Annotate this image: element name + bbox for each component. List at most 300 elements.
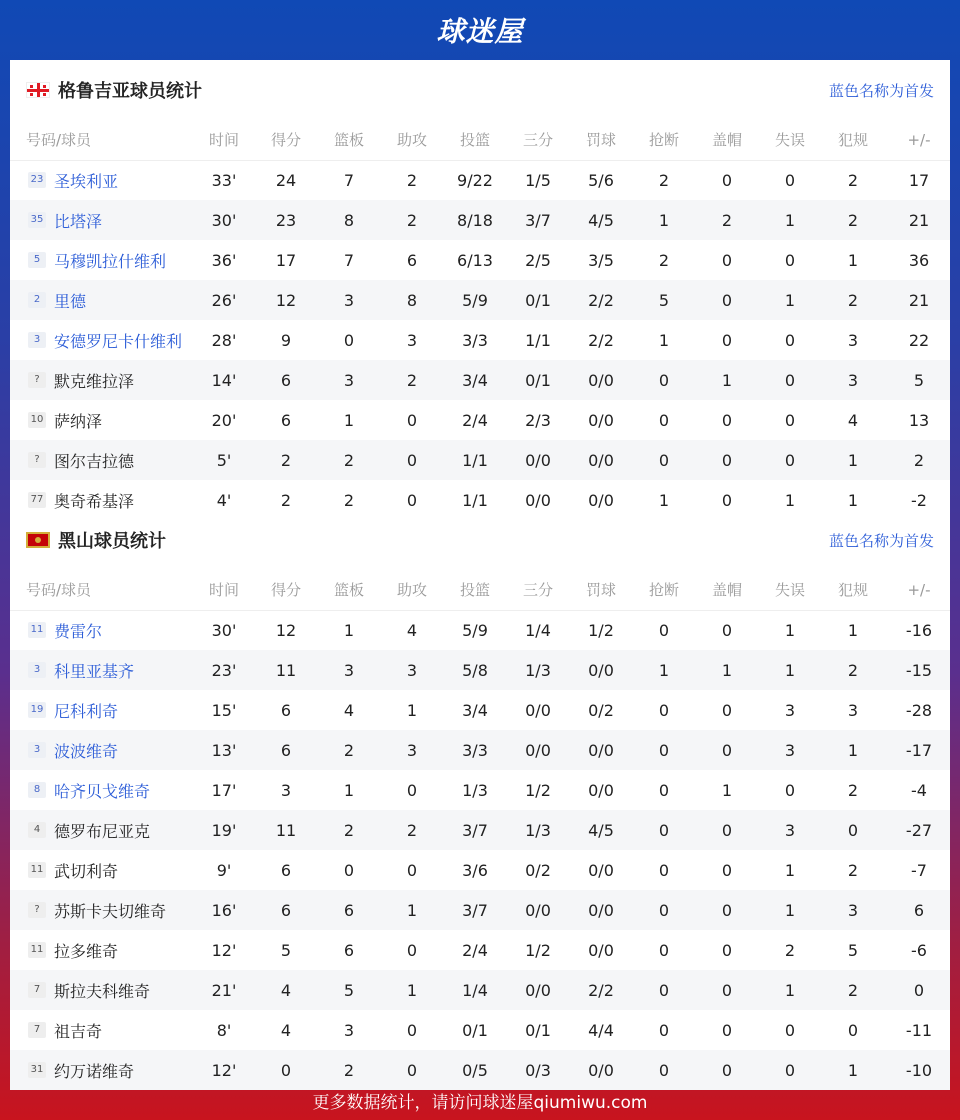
stat-cell: 16' bbox=[190, 890, 258, 930]
column-header: 三分 bbox=[510, 570, 566, 610]
stat-cell: 2 bbox=[818, 280, 888, 320]
stat-cell: 0 bbox=[343, 330, 355, 350]
stat-cell: 2 bbox=[658, 250, 670, 270]
stat-cell: 0/0 bbox=[588, 860, 614, 880]
stat-cell: 12' bbox=[211, 940, 237, 960]
stat-cell: 2 bbox=[280, 490, 292, 510]
stat-cell: 3/7 bbox=[440, 810, 510, 850]
stat-cell: 4/5 bbox=[566, 810, 636, 850]
player-cell bbox=[10, 400, 190, 440]
stat-cell: 6 bbox=[258, 730, 314, 770]
jersey-number-badge: 4 bbox=[28, 822, 46, 838]
stat-cell: 0 bbox=[658, 620, 670, 640]
stat-cell: 0/1 bbox=[462, 1020, 488, 1040]
stat-cell: 13' bbox=[190, 730, 258, 770]
stats-table bbox=[10, 570, 950, 1090]
jersey-number-badge: 7 bbox=[28, 982, 46, 998]
stat-cell: 2 bbox=[384, 360, 440, 400]
player-name-link[interactable]: 哈齐贝戈维奇 bbox=[54, 781, 151, 801]
stat-cell: 3/6 bbox=[462, 860, 488, 880]
georgia-flag-icon bbox=[26, 82, 50, 98]
stat-cell: 0 bbox=[636, 360, 692, 400]
stat-cell: 3/7 bbox=[440, 890, 510, 930]
stat-cell: 1/4 bbox=[525, 620, 551, 640]
stat-cell: 1 bbox=[818, 1050, 888, 1090]
player-name-link[interactable]: 马穆凯拉什维利 bbox=[54, 251, 167, 271]
table-row[interactable] bbox=[10, 850, 950, 890]
player-name-link[interactable]: 斯拉夫科维奇 bbox=[54, 981, 151, 1001]
table-row[interactable] bbox=[10, 320, 950, 360]
stat-cell: 0 bbox=[818, 810, 888, 850]
player-name-link[interactable]: 圣埃利亚 bbox=[54, 171, 119, 191]
stat-cell: 2/3 bbox=[525, 410, 551, 430]
stat-cell: 0 bbox=[692, 730, 762, 770]
stat-cell: 3 bbox=[343, 1020, 355, 1040]
stat-cell: -16 bbox=[905, 620, 933, 640]
stat-cell: 0 bbox=[692, 810, 762, 850]
stat-cell: 6 bbox=[314, 890, 384, 930]
player-cell bbox=[10, 200, 190, 240]
stat-cell: 3/5 bbox=[588, 250, 614, 270]
player-name-link[interactable]: 里德 bbox=[54, 291, 87, 311]
column-header: 号码/球员 bbox=[10, 570, 190, 610]
stat-cell: 1 bbox=[784, 860, 796, 880]
stat-cell: 2 bbox=[847, 170, 859, 190]
stat-cell: 0 bbox=[721, 620, 733, 640]
table-row[interactable] bbox=[10, 690, 950, 730]
stat-cell: 0/2 bbox=[588, 700, 614, 720]
player-name-link[interactable]: 苏斯卡夫切维奇 bbox=[54, 901, 167, 921]
stat-cell: 1/3 bbox=[510, 650, 566, 690]
stat-cell: -2 bbox=[911, 490, 927, 510]
column-header: 抢断 bbox=[636, 570, 692, 610]
stat-cell: 0 bbox=[721, 250, 733, 270]
stat-cell: -6 bbox=[911, 940, 927, 960]
stat-cell: 5/8 bbox=[440, 650, 510, 690]
stat-cell: 3/4 bbox=[440, 360, 510, 400]
jersey-number-badge: 3 bbox=[28, 742, 46, 758]
stat-cell: 2 bbox=[847, 780, 859, 800]
player-cell bbox=[10, 850, 190, 890]
column-header: 罚球 bbox=[566, 120, 636, 160]
table-row[interactable] bbox=[10, 1010, 950, 1050]
stat-cell: 0 bbox=[721, 700, 733, 720]
stat-cell: 1 bbox=[406, 700, 418, 720]
stat-cell: 2 bbox=[818, 200, 888, 240]
stat-cell: 0 bbox=[636, 730, 692, 770]
player-name-link[interactable]: 费雷尔 bbox=[54, 621, 103, 641]
stat-cell: 0 bbox=[343, 860, 355, 880]
stat-cell: 2 bbox=[343, 490, 355, 510]
column-header: 盖帽 bbox=[692, 120, 762, 160]
table-row[interactable] bbox=[10, 160, 950, 200]
player-cell bbox=[10, 970, 190, 1010]
stat-cell: 30' bbox=[211, 620, 237, 640]
stat-cell: 6 bbox=[258, 890, 314, 930]
stat-cell: 5 bbox=[636, 280, 692, 320]
stat-cell: 0/5 bbox=[440, 1050, 510, 1090]
stat-cell: 1 bbox=[636, 650, 692, 690]
stat-cell: 2 bbox=[847, 860, 859, 880]
stat-cell: 9 bbox=[280, 330, 292, 350]
stat-cell: 1 bbox=[384, 970, 440, 1010]
stat-cell: 2 bbox=[314, 810, 384, 850]
player-name-link[interactable]: 武切利奇 bbox=[54, 861, 119, 881]
stat-cell: 1/1 bbox=[462, 490, 488, 510]
stat-cell: 1 bbox=[658, 490, 670, 510]
player-cell bbox=[10, 1010, 190, 1050]
stat-cell: 0 bbox=[692, 440, 762, 480]
stat-cell: 2 bbox=[384, 200, 440, 240]
stat-cell: 22 bbox=[908, 330, 930, 350]
team-card-georgia bbox=[10, 60, 950, 510]
stat-cell: 5 bbox=[314, 970, 384, 1010]
table-row[interactable] bbox=[10, 970, 950, 1010]
stat-cell: 6 bbox=[258, 360, 314, 400]
stat-cell: 0 bbox=[406, 410, 418, 430]
stat-cell: 3 bbox=[762, 810, 818, 850]
stat-cell: 0 bbox=[658, 700, 670, 720]
stat-cell: 1 bbox=[762, 650, 818, 690]
footer-banner: 更多数据统计，请访问球迷屋qiumiwu.com bbox=[312, 1092, 648, 1113]
stat-cell: 0 bbox=[258, 1050, 314, 1090]
stat-cell: 0 bbox=[406, 780, 418, 800]
stat-cell: 2 bbox=[258, 440, 314, 480]
stat-cell: 11 bbox=[258, 650, 314, 690]
column-header: 助攻 bbox=[384, 570, 440, 610]
stat-cell: 0 bbox=[406, 860, 418, 880]
jersey-number-badge: 7 bbox=[28, 1022, 46, 1038]
stat-cell: 23 bbox=[258, 200, 314, 240]
stat-cell: 1 bbox=[762, 970, 818, 1010]
column-header: 得分 bbox=[258, 120, 314, 160]
stat-cell: 0 bbox=[721, 940, 733, 960]
stat-cell: 6 bbox=[280, 410, 292, 430]
stat-cell: 3 bbox=[818, 890, 888, 930]
stat-cell: 5 bbox=[280, 940, 292, 960]
stat-cell: 30' bbox=[190, 200, 258, 240]
player-cell bbox=[10, 730, 190, 770]
stat-cell: 0 bbox=[784, 250, 796, 270]
stat-cell: 28' bbox=[211, 330, 237, 350]
stat-cell: 3/4 bbox=[462, 700, 488, 720]
stat-cell: -7 bbox=[911, 860, 927, 880]
stat-cell: 2 bbox=[818, 650, 888, 690]
stat-cell: 12' bbox=[190, 1050, 258, 1090]
stat-cell: 3 bbox=[314, 360, 384, 400]
stat-cell: 8/18 bbox=[440, 200, 510, 240]
team-header bbox=[10, 60, 950, 120]
stat-cell: 2/2 bbox=[566, 280, 636, 320]
stat-cell: 1 bbox=[847, 490, 859, 510]
player-name-link[interactable]: 比塔泽 bbox=[54, 211, 103, 231]
column-header: 号码/球员 bbox=[10, 120, 190, 160]
player-name-link[interactable]: 奥奇希基泽 bbox=[54, 491, 135, 511]
stat-cell: 0/0 bbox=[588, 780, 614, 800]
stat-cell: 1/2 bbox=[525, 940, 551, 960]
stat-cell: 3 bbox=[314, 650, 384, 690]
stat-cell: 0 bbox=[406, 1020, 418, 1040]
column-header: 投篮 bbox=[440, 570, 510, 610]
stat-cell: -28 bbox=[905, 700, 933, 720]
player-name-link[interactable]: 波波维奇 bbox=[54, 741, 119, 761]
table-row[interactable] bbox=[10, 240, 950, 280]
player-name-link[interactable]: 默克维拉泽 bbox=[54, 371, 135, 391]
column-header: 盖帽 bbox=[692, 570, 762, 610]
stat-cell: 0 bbox=[762, 1050, 818, 1090]
jersey-number-badge: 31 bbox=[28, 1062, 46, 1078]
stat-cell: 0/0 bbox=[566, 1050, 636, 1090]
jersey-number-badge: 77 bbox=[28, 492, 46, 508]
stat-cell: 1 bbox=[762, 890, 818, 930]
stat-cell: 0/0 bbox=[566, 360, 636, 400]
stat-cell: 0 bbox=[406, 940, 418, 960]
stat-cell: 1 bbox=[762, 200, 818, 240]
team-title: 黑山球员统计 bbox=[58, 531, 166, 552]
column-header: 得分 bbox=[258, 570, 314, 610]
stat-cell: 17 bbox=[908, 170, 930, 190]
jersey-number-badge: 35 bbox=[28, 212, 46, 228]
stat-cell: 0 bbox=[384, 440, 440, 480]
stat-cell: -27 bbox=[888, 810, 950, 850]
player-cell bbox=[10, 890, 190, 930]
stat-cell: 0 bbox=[636, 1050, 692, 1090]
stat-cell: 6 bbox=[888, 890, 950, 930]
stat-cell: 21 bbox=[888, 200, 950, 240]
stat-cell: 1/1 bbox=[440, 440, 510, 480]
stat-cell: 2 bbox=[314, 440, 384, 480]
stat-cell: 1 bbox=[762, 280, 818, 320]
jersey-number-badge: 23 bbox=[28, 172, 46, 188]
stat-cell: 1 bbox=[343, 780, 355, 800]
player-name-link[interactable]: 图尔吉拉德 bbox=[54, 451, 135, 471]
stat-cell: 2 bbox=[406, 170, 418, 190]
stat-cell: 1 bbox=[343, 620, 355, 640]
stat-cell: 9/22 bbox=[457, 170, 493, 190]
stat-cell: 5/9 bbox=[440, 280, 510, 320]
table-row[interactable] bbox=[10, 400, 950, 440]
player-name-link[interactable]: 尼科利奇 bbox=[54, 701, 119, 721]
stat-cell: 20' bbox=[211, 410, 237, 430]
player-name-link[interactable]: 科里亚基齐 bbox=[54, 661, 135, 681]
player-name-link[interactable]: 萨纳泽 bbox=[54, 411, 103, 431]
player-cell bbox=[10, 930, 190, 970]
stat-cell: 0/1 bbox=[510, 280, 566, 320]
jersey-number-badge: 11 bbox=[28, 622, 46, 638]
stat-cell: 4/4 bbox=[588, 1020, 614, 1040]
stat-cell: -4 bbox=[911, 780, 927, 800]
stat-cell: 1/3 bbox=[510, 810, 566, 850]
stat-cell: 0 bbox=[658, 780, 670, 800]
player-name-link[interactable]: 安德罗尼卡什维利 bbox=[54, 331, 183, 351]
stat-cell: 3 bbox=[384, 650, 440, 690]
stat-cell: 1 bbox=[692, 360, 762, 400]
stat-cell: 1 bbox=[636, 200, 692, 240]
stat-cell: 3 bbox=[280, 780, 292, 800]
table-row[interactable] bbox=[10, 610, 950, 650]
column-header: 失误 bbox=[762, 120, 818, 160]
column-header: 失误 bbox=[762, 570, 818, 610]
stat-cell: 21 bbox=[888, 280, 950, 320]
stat-cell: 1/2 bbox=[588, 620, 614, 640]
table-row[interactable] bbox=[10, 360, 950, 400]
montenegro-flag-icon bbox=[26, 532, 50, 548]
jersey-number-badge: 3 bbox=[28, 662, 46, 678]
stat-cell: 4 bbox=[258, 970, 314, 1010]
player-name-link[interactable]: 祖吉奇 bbox=[54, 1021, 103, 1041]
player-cell bbox=[10, 610, 190, 650]
stat-cell: 1/4 bbox=[440, 970, 510, 1010]
table-row[interactable] bbox=[10, 770, 950, 810]
stat-cell: 2/2 bbox=[566, 970, 636, 1010]
stat-cell: 1 bbox=[384, 890, 440, 930]
stat-cell: 2/2 bbox=[588, 330, 614, 350]
stat-cell: 6 bbox=[343, 940, 355, 960]
column-header: 投篮 bbox=[440, 120, 510, 160]
stat-cell: 0/0 bbox=[510, 730, 566, 770]
stat-cell: 13 bbox=[908, 410, 930, 430]
stat-cell: 0/0 bbox=[510, 890, 566, 930]
stat-cell: 11 bbox=[258, 810, 314, 850]
column-header: 篮板 bbox=[314, 120, 384, 160]
stat-cell: -15 bbox=[888, 650, 950, 690]
stats-table bbox=[10, 120, 950, 520]
stat-cell: -11 bbox=[905, 1020, 933, 1040]
team-title-group bbox=[26, 527, 166, 553]
stat-cell: 4 bbox=[406, 620, 418, 640]
stat-cell: 4 bbox=[847, 410, 859, 430]
stat-cell: 0/0 bbox=[588, 940, 614, 960]
jersey-number-badge: 3 bbox=[28, 332, 46, 348]
stat-cell: 0/0 bbox=[510, 440, 566, 480]
stat-cell: 4' bbox=[216, 490, 232, 510]
stat-cell: 17 bbox=[275, 250, 297, 270]
player-name-link[interactable]: 拉多维奇 bbox=[54, 941, 119, 961]
stat-cell: 2/4 bbox=[462, 940, 488, 960]
stat-cell: 2 bbox=[692, 200, 762, 240]
stat-cell: 1 bbox=[818, 730, 888, 770]
table-row[interactable] bbox=[10, 280, 950, 320]
stat-cell: 8 bbox=[314, 200, 384, 240]
jersey-number-badge: ? bbox=[28, 372, 46, 388]
stat-cell: 0 bbox=[762, 360, 818, 400]
stat-cell: -17 bbox=[888, 730, 950, 770]
stat-cell: 0 bbox=[636, 970, 692, 1010]
table-header-row bbox=[10, 570, 950, 610]
jersey-number-badge: 19 bbox=[28, 702, 46, 718]
player-name-link[interactable]: 德罗布尼亚克 bbox=[54, 821, 151, 841]
table-row[interactable] bbox=[10, 730, 950, 770]
stat-cell: 3/3 bbox=[462, 330, 488, 350]
stat-cell: 3 bbox=[314, 280, 384, 320]
stat-cell: 3 bbox=[762, 730, 818, 770]
team-title-group bbox=[26, 77, 202, 103]
stat-cell: 5' bbox=[190, 440, 258, 480]
table-row[interactable] bbox=[10, 200, 950, 240]
stat-cell: 21' bbox=[190, 970, 258, 1010]
stat-cell: 1 bbox=[818, 440, 888, 480]
stat-cell: 14' bbox=[190, 360, 258, 400]
stat-cell: 0 bbox=[658, 860, 670, 880]
column-header: 时间 bbox=[190, 120, 258, 160]
stat-cell: 6 bbox=[280, 860, 292, 880]
stat-cell: 15' bbox=[211, 700, 237, 720]
column-header: 罚球 bbox=[566, 570, 636, 610]
stat-cell: 2 bbox=[818, 970, 888, 1010]
stat-cell: 1/2 bbox=[525, 780, 551, 800]
stat-cell: 36' bbox=[211, 250, 237, 270]
player-cell bbox=[10, 440, 190, 480]
table-row[interactable] bbox=[10, 810, 950, 850]
stat-cell: 1 bbox=[721, 780, 733, 800]
stat-cell: 0/1 bbox=[510, 360, 566, 400]
stat-cell: 2 bbox=[658, 170, 670, 190]
stat-cell: 1/5 bbox=[525, 170, 551, 190]
stat-cell: 0/0 bbox=[525, 700, 551, 720]
jersey-number-badge: 5 bbox=[28, 252, 46, 268]
jersey-number-badge: ? bbox=[28, 452, 46, 468]
stat-cell: 1 bbox=[343, 410, 355, 430]
table-row[interactable] bbox=[10, 890, 950, 930]
column-header: 犯规 bbox=[818, 570, 888, 610]
stat-cell: 2/5 bbox=[525, 250, 551, 270]
stat-cell: 5 bbox=[847, 940, 859, 960]
table-header-row bbox=[10, 120, 950, 160]
stat-cell: 0 bbox=[658, 940, 670, 960]
stat-cell: 1/1 bbox=[525, 330, 551, 350]
stat-cell: 5/9 bbox=[462, 620, 488, 640]
stat-cell: 9' bbox=[216, 860, 232, 880]
stat-cell: 2 bbox=[888, 440, 950, 480]
stat-cell: 12 bbox=[275, 620, 297, 640]
stat-cell: 1 bbox=[847, 250, 859, 270]
stat-cell: 4/5 bbox=[566, 200, 636, 240]
stat-cell: 3 bbox=[818, 360, 888, 400]
jersey-number-badge: 11 bbox=[28, 942, 46, 958]
stat-cell: 2 bbox=[384, 810, 440, 850]
stat-cell: 0/0 bbox=[566, 890, 636, 930]
stat-cell: 1 bbox=[784, 620, 796, 640]
stat-cell: 0 bbox=[721, 1020, 733, 1040]
table-row[interactable] bbox=[10, 930, 950, 970]
stat-cell: 0 bbox=[784, 1020, 796, 1040]
player-cell bbox=[10, 320, 190, 360]
table-row[interactable] bbox=[10, 440, 950, 480]
stat-cell: 17' bbox=[211, 780, 237, 800]
stat-cell: 8 bbox=[384, 280, 440, 320]
player-name-link[interactable]: 约万诺维奇 bbox=[54, 1061, 135, 1081]
stat-cell: 0/0 bbox=[566, 650, 636, 690]
team-title: 格鲁吉亚球员统计 bbox=[58, 81, 202, 102]
team-card-montenegro bbox=[10, 510, 950, 1080]
player-cell bbox=[10, 690, 190, 730]
stat-cell: 0 bbox=[721, 490, 733, 510]
stat-cell: 0 bbox=[784, 170, 796, 190]
jersey-number-badge: 11 bbox=[28, 862, 46, 878]
table-row[interactable] bbox=[10, 650, 950, 690]
stat-cell: 8' bbox=[216, 1020, 232, 1040]
stat-cell: 1/3 bbox=[462, 780, 488, 800]
stat-cell: 3 bbox=[384, 730, 440, 770]
stat-cell: 26' bbox=[190, 280, 258, 320]
stat-cell: 2 bbox=[314, 1050, 384, 1090]
team-header bbox=[10, 510, 950, 570]
player-cell bbox=[10, 810, 190, 850]
stat-cell: 23' bbox=[190, 650, 258, 690]
column-header: +/- bbox=[888, 120, 950, 160]
player-cell bbox=[10, 360, 190, 400]
stat-cell: 1 bbox=[847, 620, 859, 640]
